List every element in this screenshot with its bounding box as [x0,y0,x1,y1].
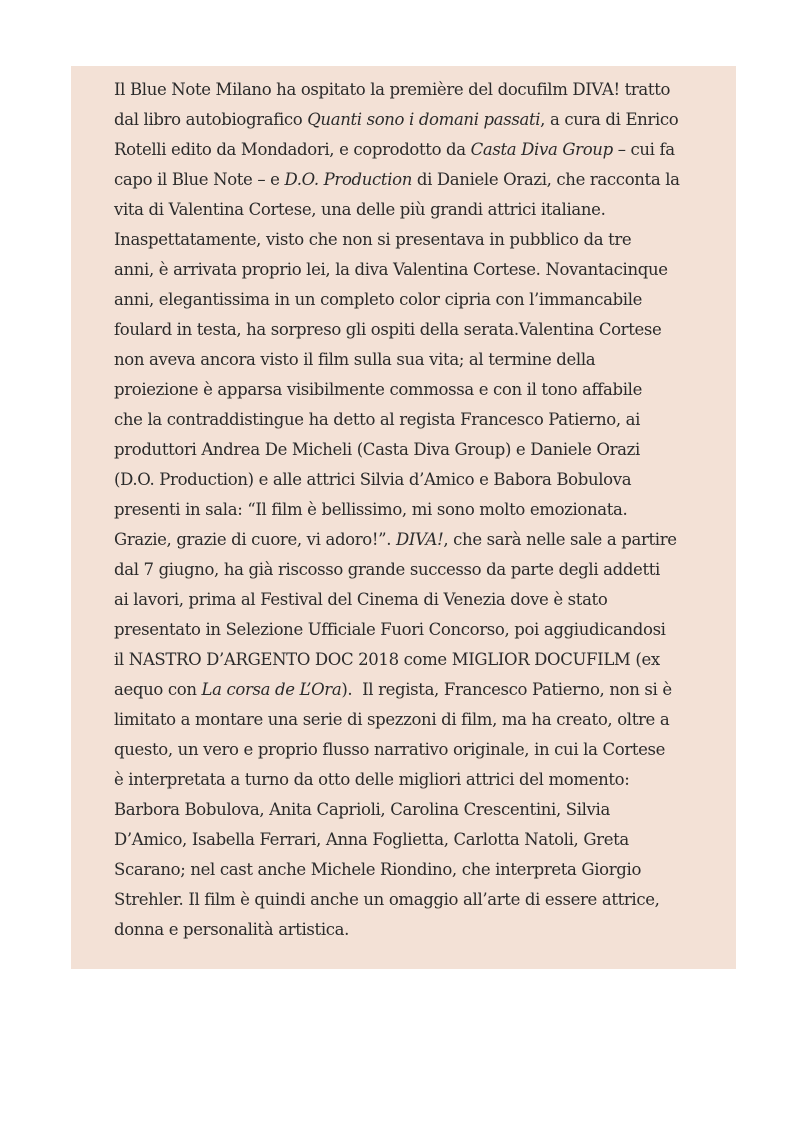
text-line [114,705,702,735]
text-line [114,525,702,555]
text-line [114,315,702,345]
text-span: Scarano; nel cast anche Michele Riondino, che interpreta Giorgio [114,860,642,879]
text-span: aequo con [114,680,202,699]
text-span: Il Blue Note Milano ha ospitato la première del docufilm DIVA! tratto [114,80,671,99]
text-line [114,675,702,705]
text-span: ). Il regista, Francesco Patierno, non si è [341,680,672,699]
book-title: Quanti sono i domani passati [307,110,541,129]
text-line [114,285,702,315]
text-span: dal libro autobiografico [114,110,308,129]
text-line [114,825,702,855]
text-line [114,585,702,615]
text-line [114,795,702,825]
text-line [114,255,702,285]
text-span: il NASTRO D’ARGENTO DOC 2018 come MIGLIOR DOCUFILM (ex [114,650,660,669]
text-span: Grazie, grazie di cuore, vi adoro!”. [114,530,397,549]
text-span: Inaspettatamente, visto che non si presentava in pubblico da tre [114,230,632,249]
text-line [114,885,702,915]
film-title: La corsa de L’Ora [201,680,342,699]
text-span: (D.O. Production) e alle attrici Silvia d’Amico e Babora Bobulova [114,470,632,489]
text-span: anni, elegantissima in un completo color cipria con l’immancabile [114,290,643,309]
company-name: D.O. Production [284,170,412,189]
text-span: Strehler. Il film è quindi anche un omaggio all’arte di essere attrice, [114,890,660,909]
text-span: presenti in sala: “Il film è bellissimo, mi sono molto emozionata. [114,500,628,519]
text-span: produttori Andrea De Micheli (Casta Diva Group) e Daniele Orazi [114,440,640,459]
text-line [114,435,702,465]
text-line [114,195,702,225]
text-span: capo il Blue Note – e [114,170,285,189]
text-line [114,75,702,105]
article-paragraph [114,75,702,945]
text-span: donna e personalità artistica. [114,920,350,939]
text-span: presentato in Selezione Ufficiale Fuori Concorso, poi aggiudicandosi [114,620,666,639]
text-line [114,405,702,435]
text-span: , che sarà nelle sale a partire [443,530,677,549]
text-span: dal 7 giugno, ha già riscosso grande successo da parte degli addetti [114,560,660,579]
text-line [114,765,702,795]
text-line [114,225,702,255]
text-span: Rotelli edito da Mondadori, e coprodotto da [114,140,471,159]
text-line [114,135,702,165]
text-line [114,105,702,135]
text-span: anni, è arrivata proprio lei, la diva Valentina Cortese. Novantacinque [114,260,668,279]
film-title: DIVA! [396,530,444,549]
text-span: limitato a montare una serie di spezzoni di film, ma ha creato, oltre a [114,710,670,729]
text-span: – cui fa [612,140,675,159]
text-line [114,615,702,645]
text-span: ai lavori, prima al Festival del Cinema di Venezia dove è stato [114,590,608,609]
text-line [114,915,702,945]
text-line [114,555,702,585]
text-span: Barbora Bobulova, Anita Caprioli, Carolina Crescentini, Silvia [114,800,610,819]
text-span: non aveva ancora visto il film sulla sua vita; al termine della [114,350,596,369]
text-span: di Daniele Orazi, che racconta la [412,170,680,189]
text-line [114,465,702,495]
text-span: D’Amico, Isabella Ferrari, Anna Foglietta, Carlotta Natoli, Greta [114,830,629,849]
text-span: che la contraddistingue ha detto al regista Francesco Patierno, ai [114,410,641,429]
text-line [114,645,702,675]
text-span: proiezione è apparsa visibilmente commossa e con il tono affabile [114,380,643,399]
text-line [114,735,702,765]
company-name: Casta Diva Group [470,140,613,159]
text-line [114,495,702,525]
text-span: foulard in testa, ha sorpreso gli ospiti della serata.Valentina Cortese [114,320,662,339]
text-line [114,855,702,885]
text-span: questo, un vero e proprio flusso narrativo originale, in cui la Cortese [114,740,666,759]
text-line [114,165,702,195]
article-box [71,66,736,969]
text-line [114,345,702,375]
text-span: vita di Valentina Cortese, una delle più grandi attrici italiane. [114,200,606,219]
text-span: , a cura di Enrico [540,110,679,129]
text-line [114,375,702,405]
text-span: è interpretata a turno da otto delle migliori attrici del momento: [114,770,630,789]
